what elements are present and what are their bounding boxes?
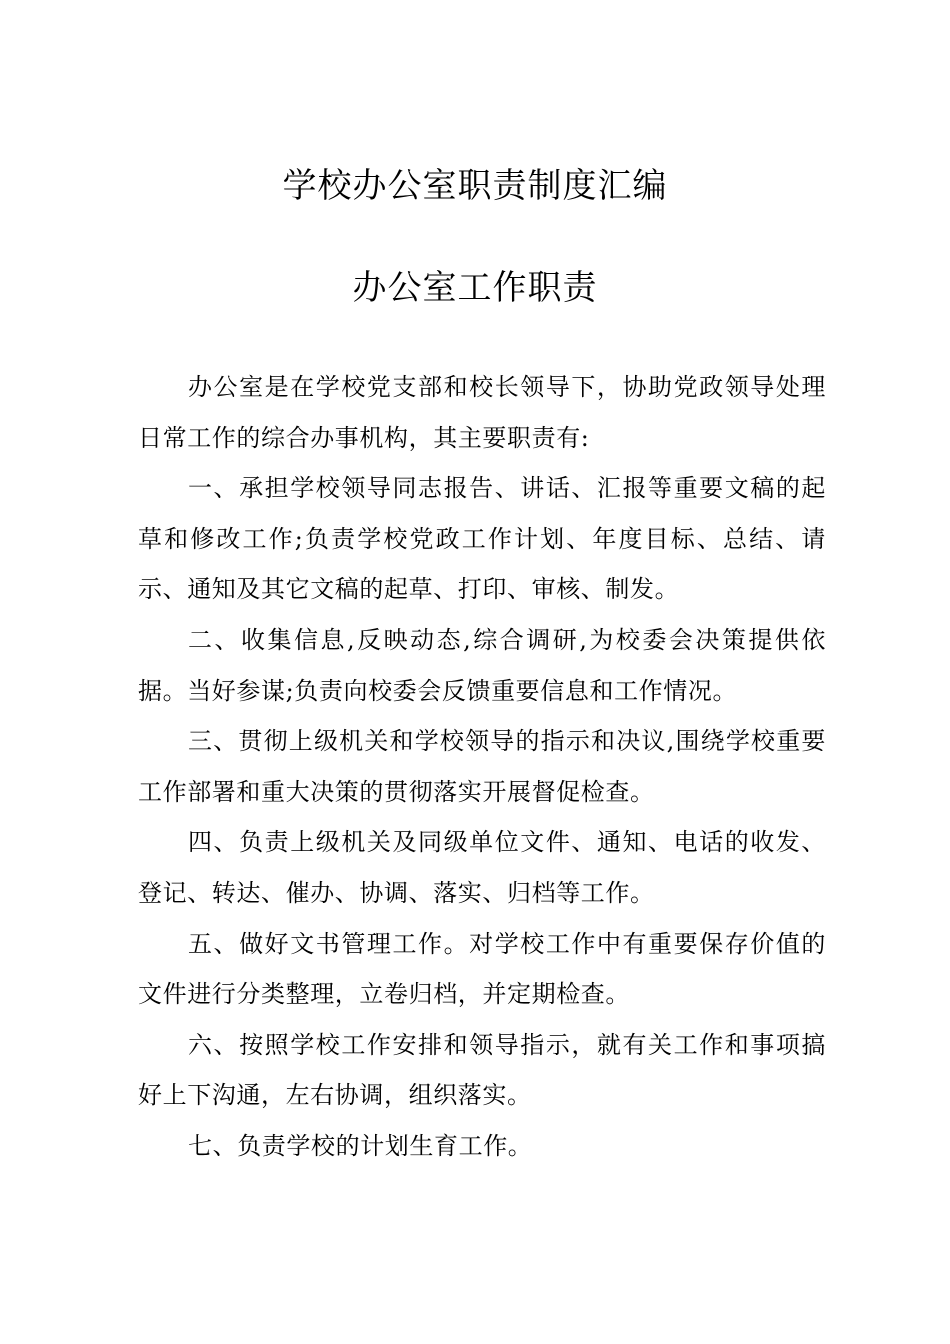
section-title: 办公室工作职责 bbox=[352, 268, 598, 308]
document-title: 学校办公室职责制度汇编 bbox=[282, 166, 668, 206]
duty-paragraph-5: 五、做好文书管理工作。对学校工作中有重要保存价值的文件进行分类整理，立卷归档，并定期检查。 bbox=[138, 929, 826, 1009]
duty-paragraph-2: 二、收集信息,反映动态,综合调研,为校委会决策提供依据。当好参谋;负责向校委会反馈重要信息和工作情况。 bbox=[138, 625, 826, 705]
duty-paragraph-6: 六、按照学校工作安排和领导指示，就有关工作和事项搞好上下沟通，左右协调，组织落实。 bbox=[138, 1030, 826, 1110]
duty-paragraph-4: 四、负责上级机关及同级单位文件、通知、电话的收发、登记、转达、催办、协调、落实、归档等工作。 bbox=[138, 828, 826, 907]
document-body bbox=[138, 362, 826, 1172]
duty-paragraph-1: 一、承担学校领导同志报告、讲话、汇报等重要文稿的起草和修改工作;负责学校党政工作计划、年度目标、总结、请示、通知及其它文稿的起草、打印、审核、制发。 bbox=[138, 474, 826, 604]
intro-paragraph: 办公室是在学校党支部和校长领导下，协助党政领导处理日常工作的综合办事机构，其主要职责有: bbox=[138, 373, 826, 452]
duty-paragraph-3: 三、贯彻上级机关和学校领导的指示和决议,围绕学校重要工作部署和重大决策的贯彻落实开展督促检查。 bbox=[138, 727, 826, 806]
duty-paragraph-7: 七、负责学校的计划生育工作。 bbox=[188, 1131, 533, 1160]
